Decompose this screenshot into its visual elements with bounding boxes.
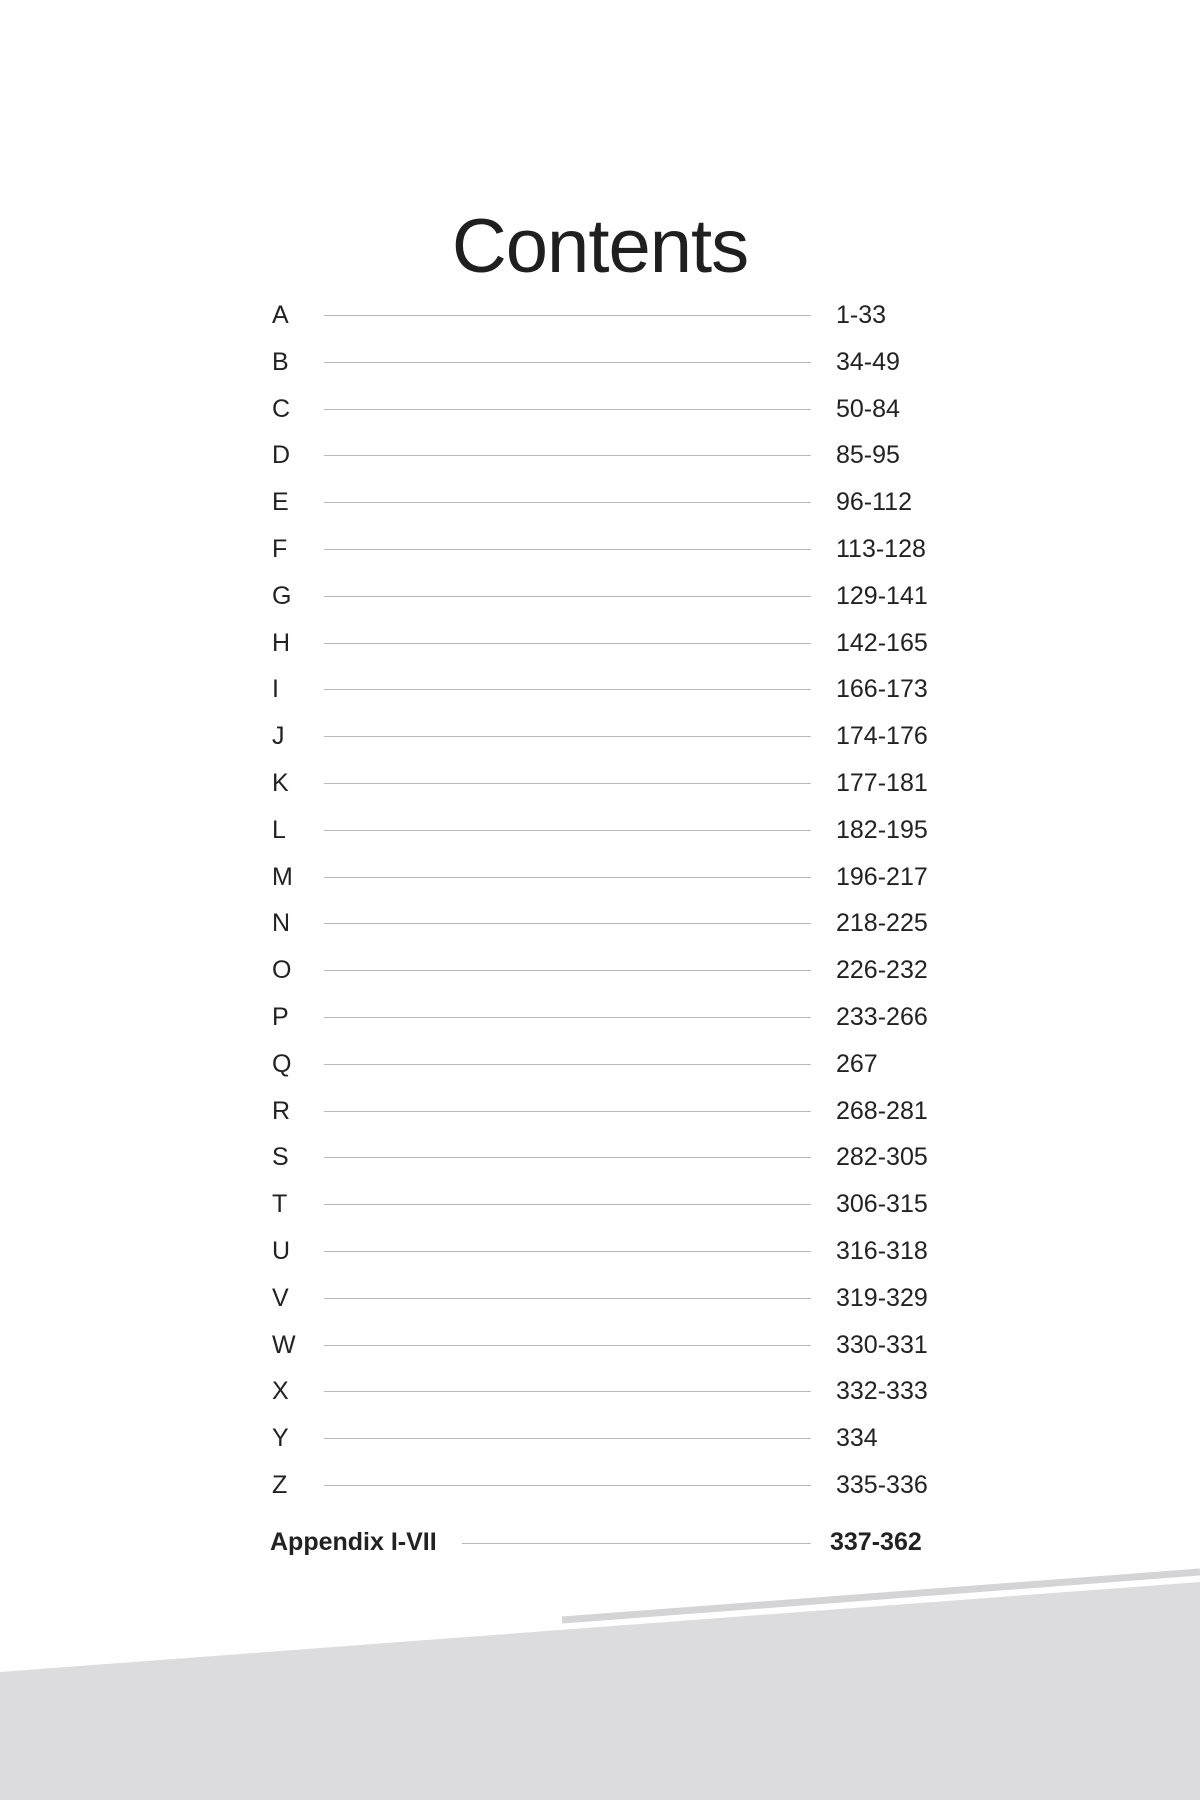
- toc-page-range: 182-195: [836, 815, 928, 844]
- toc-page-range: 226-232: [836, 956, 928, 985]
- toc-leader-line: [324, 455, 811, 456]
- toc-page-range: 233-266: [836, 1003, 928, 1031]
- toc-row: [0, 482, 1200, 522]
- toc-row: [0, 1184, 1200, 1224]
- toc-page-range: 1-33: [836, 301, 887, 329]
- toc-row: [0, 857, 1200, 897]
- toc-leader-line: [324, 1204, 811, 1205]
- toc-row: [0, 763, 1200, 803]
- toc-leader-line: [324, 1438, 811, 1439]
- toc-page-range: 34-49: [836, 347, 900, 376]
- toc-letter: X: [272, 1377, 289, 1406]
- toc-page-range: 334: [836, 1424, 878, 1453]
- toc-row: [0, 1231, 1200, 1271]
- toc-leader-line: [324, 362, 811, 363]
- toc-letter: R: [272, 1096, 291, 1125]
- toc-leader-line: [324, 923, 811, 924]
- toc-letter: A: [272, 301, 289, 329]
- appendix-label: Appendix I-VII: [270, 1528, 437, 1556]
- toc-row: [0, 576, 1200, 616]
- toc-page-range: 113-128: [836, 535, 926, 563]
- toc-letter: B: [272, 347, 289, 376]
- toc-leader-line: [324, 689, 811, 690]
- toc-leader-line: [324, 1111, 811, 1112]
- toc-page-range: 142-165: [836, 628, 928, 657]
- toc-page-range: 129-141: [836, 581, 928, 610]
- page-title: Contents: [451, 203, 749, 289]
- toc-letter: E: [272, 488, 289, 517]
- toc-letter: D: [272, 441, 291, 470]
- toc-leader-line: [324, 1017, 811, 1018]
- toc-letter: C: [272, 394, 291, 423]
- toc-row: [0, 669, 1200, 709]
- toc-page-range: 319-329: [836, 1283, 928, 1312]
- toc-row: [0, 1278, 1200, 1318]
- toc-row: [0, 1044, 1200, 1084]
- toc-letter: G: [272, 581, 292, 610]
- toc-letter: U: [272, 1237, 291, 1265]
- toc-leader-line: [324, 1391, 811, 1392]
- toc-page-range: 177-181: [836, 769, 928, 797]
- toc-leader-line: [324, 315, 811, 316]
- toc-leader-line: [324, 1485, 811, 1486]
- toc-row: [0, 529, 1200, 569]
- toc-leader-line: [324, 783, 811, 784]
- toc-leader-line: [324, 549, 811, 550]
- toc-page-range: 85-95: [836, 441, 900, 470]
- toc-page-range: 306-315: [836, 1190, 928, 1219]
- toc-row: [0, 903, 1200, 943]
- toc-row: [0, 342, 1200, 382]
- toc-row: [0, 997, 1200, 1037]
- toc-page-range: 196-217: [836, 862, 928, 891]
- toc-page-range: 332-333: [836, 1377, 928, 1406]
- toc-letter: F: [272, 535, 288, 563]
- toc-letter: K: [272, 769, 289, 797]
- appendix-page-range: 337-362: [830, 1528, 922, 1556]
- toc-leader-line: [324, 1298, 811, 1299]
- toc-row: [0, 389, 1200, 429]
- toc-leader-line: [324, 502, 811, 503]
- toc-row: [0, 716, 1200, 756]
- toc-leader-line: [324, 1345, 811, 1346]
- toc-row: [0, 1371, 1200, 1411]
- toc-page-range: 174-176: [836, 722, 928, 751]
- toc-row: [0, 623, 1200, 663]
- toc-page-range: 218-225: [836, 909, 928, 938]
- toc-page-range: 282-305: [836, 1143, 928, 1172]
- toc-page-range: 50-84: [836, 394, 900, 423]
- toc-letter: Y: [272, 1424, 289, 1453]
- toc-row: [0, 1418, 1200, 1458]
- toc-row: [0, 1325, 1200, 1365]
- toc-appendix-row: [0, 1522, 1200, 1562]
- toc-leader-line: [324, 1251, 811, 1252]
- toc-page-range: 267: [836, 1049, 878, 1078]
- toc-row: [0, 810, 1200, 850]
- toc-row: [0, 1091, 1200, 1131]
- toc-letter: W: [272, 1330, 296, 1359]
- toc-letter: S: [272, 1143, 289, 1172]
- toc-letter: T: [272, 1190, 288, 1219]
- toc-page-range: 268-281: [836, 1096, 928, 1125]
- toc-leader-line: [324, 830, 811, 831]
- toc-page-range: 335-336: [836, 1471, 928, 1499]
- toc-letter: N: [272, 909, 291, 938]
- toc-letter: O: [272, 956, 292, 985]
- toc-row: [0, 435, 1200, 475]
- toc-letter: H: [272, 628, 291, 657]
- toc-letter: Z: [272, 1471, 288, 1499]
- toc-letter: Q: [272, 1049, 292, 1078]
- toc-row: [0, 950, 1200, 990]
- toc-row: [0, 1465, 1200, 1505]
- toc-leader-line: [324, 409, 811, 410]
- toc-leader-line: [324, 1157, 811, 1158]
- toc-letter: I: [272, 675, 279, 704]
- toc-letter: J: [272, 722, 285, 751]
- toc-page-range: 316-318: [836, 1237, 928, 1265]
- toc-page-range: 166-173: [836, 675, 928, 704]
- toc-letter: L: [272, 815, 286, 844]
- toc-leader-line: [324, 970, 811, 971]
- toc-page-range: 330-331: [836, 1330, 928, 1359]
- toc-row: [0, 295, 1200, 335]
- toc-leader-line: [324, 1064, 811, 1065]
- toc-row: [0, 1137, 1200, 1177]
- toc-leader-line: [324, 877, 811, 878]
- toc-page-range: 96-112: [836, 488, 912, 517]
- toc-letter: P: [272, 1003, 289, 1031]
- toc-letter: V: [272, 1283, 289, 1312]
- toc-leader-line: [324, 736, 811, 737]
- toc-letter: M: [272, 862, 293, 891]
- toc-leader-line: [324, 643, 811, 644]
- appendix-leader-line: [462, 1543, 811, 1544]
- toc-leader-line: [324, 596, 811, 597]
